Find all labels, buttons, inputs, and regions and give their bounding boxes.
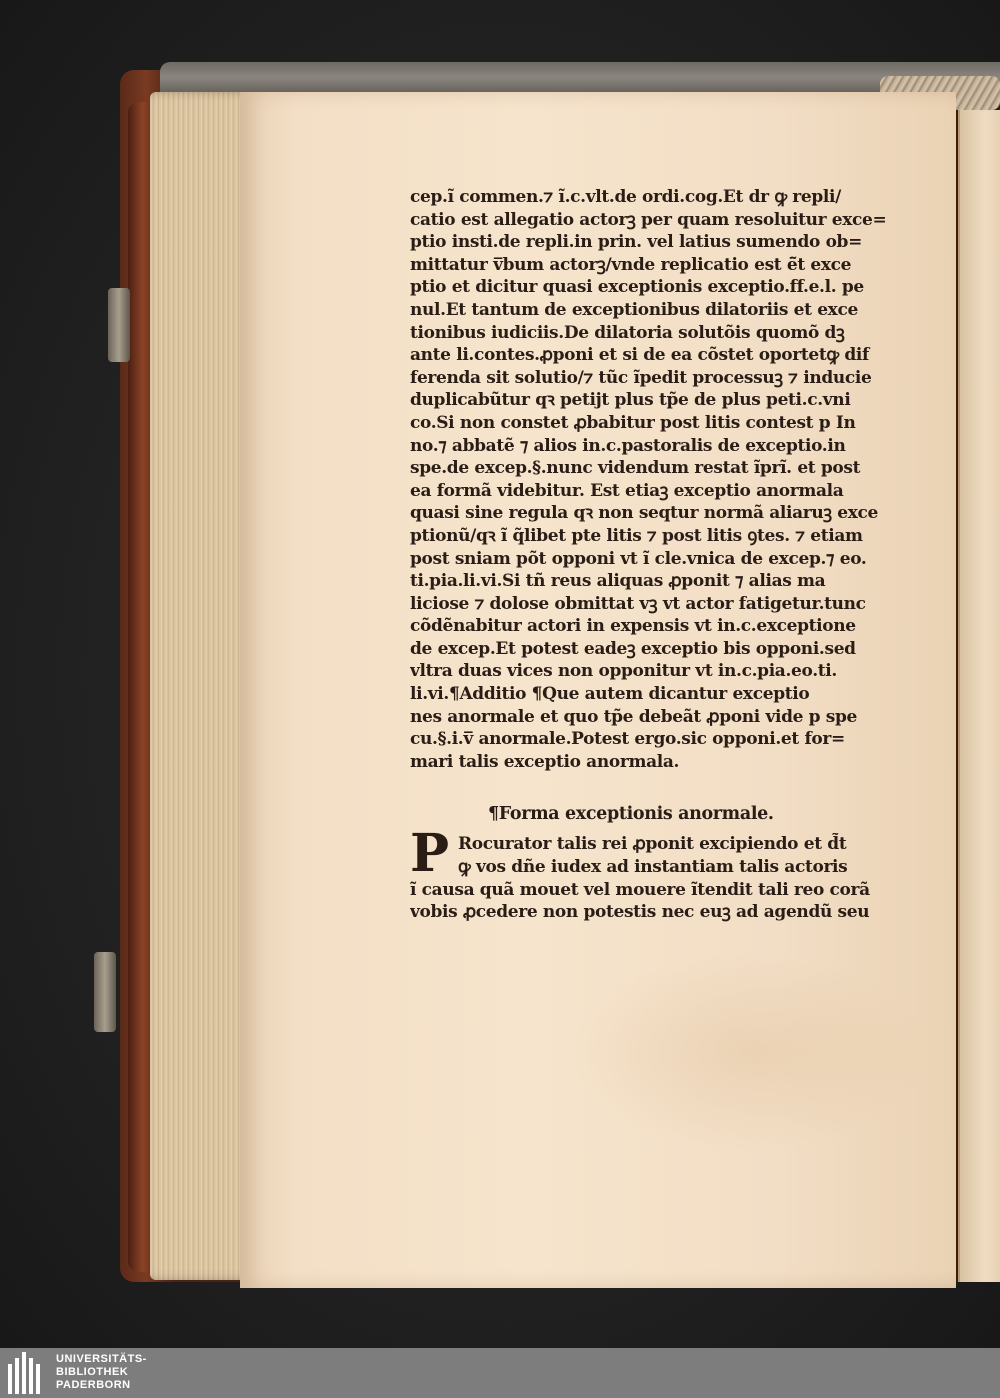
text-line: mittatur v̅bum actorꝫ/vnde replicatio est ē̃t exce <box>410 254 852 275</box>
footer-bar <box>0 1348 1000 1398</box>
drop-cap: P <box>410 823 449 885</box>
text-line: co.Si non constet ꝓbabitur post litis contest p In <box>410 412 856 433</box>
text-line: mari talis exceptio anormala. <box>410 751 680 772</box>
text-line: cu.§.i.v̅ anormale.Potest ergo.sic opponi.et for= <box>410 729 845 750</box>
text-line: ferenda sit solutio/⁊ tũc ĩpedit processuꝫ ⁊ inducie <box>410 367 872 388</box>
text-line: no.⁊ abbatẽ ⁊ alios in.c.pastoralis de exceptio.in <box>410 435 846 456</box>
text-line: quasi sine regula qꝛ non seqtur normã aliaruꝫ exce <box>410 503 879 524</box>
library-logo-text <box>56 1353 147 1392</box>
text-line: Rocurator talis rei ꝓponit excipiendo et d̃t <box>458 834 847 855</box>
text-line: liciose ⁊ dolose obmittat vꝫ vt actor fatigetur.tunc <box>410 593 866 614</box>
clasp-lower <box>94 952 116 1032</box>
text-line: spe.de excep.§.nunc videndum restat ĩprĩ. et post <box>410 458 861 479</box>
text-line: vobis ꝓcedere non potestis nec euꝫ ad agendũ seu <box>410 902 870 923</box>
text-line: ti.pia.li.vi.Si tñ reus aliquas ꝓponit ⁊ alias ma <box>410 571 826 592</box>
paragraph-2 <box>410 823 935 923</box>
text-line: li.vi.¶Additio ¶Que autem dicantur exceptio <box>410 684 810 705</box>
logo-line: PADERBORN <box>56 1379 131 1391</box>
logo-line: BIBLIOTHEK <box>56 1366 129 1378</box>
text-line: cep.ĩ commen.⁊ ĩ.c.vlt.de ordi.cog.Et dr ꝙ repli/ <box>410 187 841 207</box>
page-stain <box>570 952 930 1152</box>
text-line: nul.Et tantum de exceptionibus dilatoriis et exce <box>410 299 858 320</box>
text-line: cõdẽnabitur actori in expensis vt in.c.exceptione <box>410 616 856 637</box>
text-line: ꝙ vos dñe iudex ad instantiam talis actoris <box>458 857 848 878</box>
text-line: nes anormale et quo tp̃e debeãt ꝓponi vide p spe <box>410 706 857 727</box>
text-line: tionibus iudiciis.De dilatoria solutõis quomõ dꝫ <box>410 322 845 343</box>
clasp-upper <box>108 288 130 362</box>
text-line: ptio et dicitur quasi exceptionis exceptio.ff.e.l. pe <box>410 277 864 298</box>
section-heading: ¶Forma exceptionis anormale. <box>488 804 774 825</box>
text-line: duplicabũtur qꝛ petijt plus tp̃e de plus peti.c.vni <box>410 390 851 411</box>
text-line: post sniam põt opponi vt ĩ cle.vnica de excep.⁊ eo. <box>410 548 867 569</box>
text-line: vltra duas vices non opponitur vt in.c.pia.eo.ti. <box>410 661 837 682</box>
text-line: ĩ causa quã mouet vel mouere ĩtendit tali reo corã <box>410 879 870 900</box>
text-line: ante li.contes.ꝓponi et si de ea cõstet oportetꝙ dif <box>410 345 869 366</box>
logo-line: UNIVERSITÄTS- <box>56 1353 147 1365</box>
text-line: ptio insti.de repli.in prin. vel latius sumendo ob= <box>410 232 862 253</box>
cover-top-edge <box>160 62 1000 96</box>
text-line: ea formã videbitur. Est etiaꝫ exceptio anormala <box>410 480 844 501</box>
text-line: de excep.Et potest eadeꝫ exceptio bis opponi.sed <box>410 638 856 659</box>
recto-page-edge <box>958 110 1000 1282</box>
library-logo-icon <box>8 1352 48 1394</box>
text-block <box>410 186 935 924</box>
text-line: catio est allegatio actorꝫ per quam resoluitur exce= <box>410 209 887 230</box>
text-line: ptionũ/qꝛ ĩ q̃libet pte litis ⁊ post litis ꝯtes. ⁊ etiam <box>410 525 863 546</box>
